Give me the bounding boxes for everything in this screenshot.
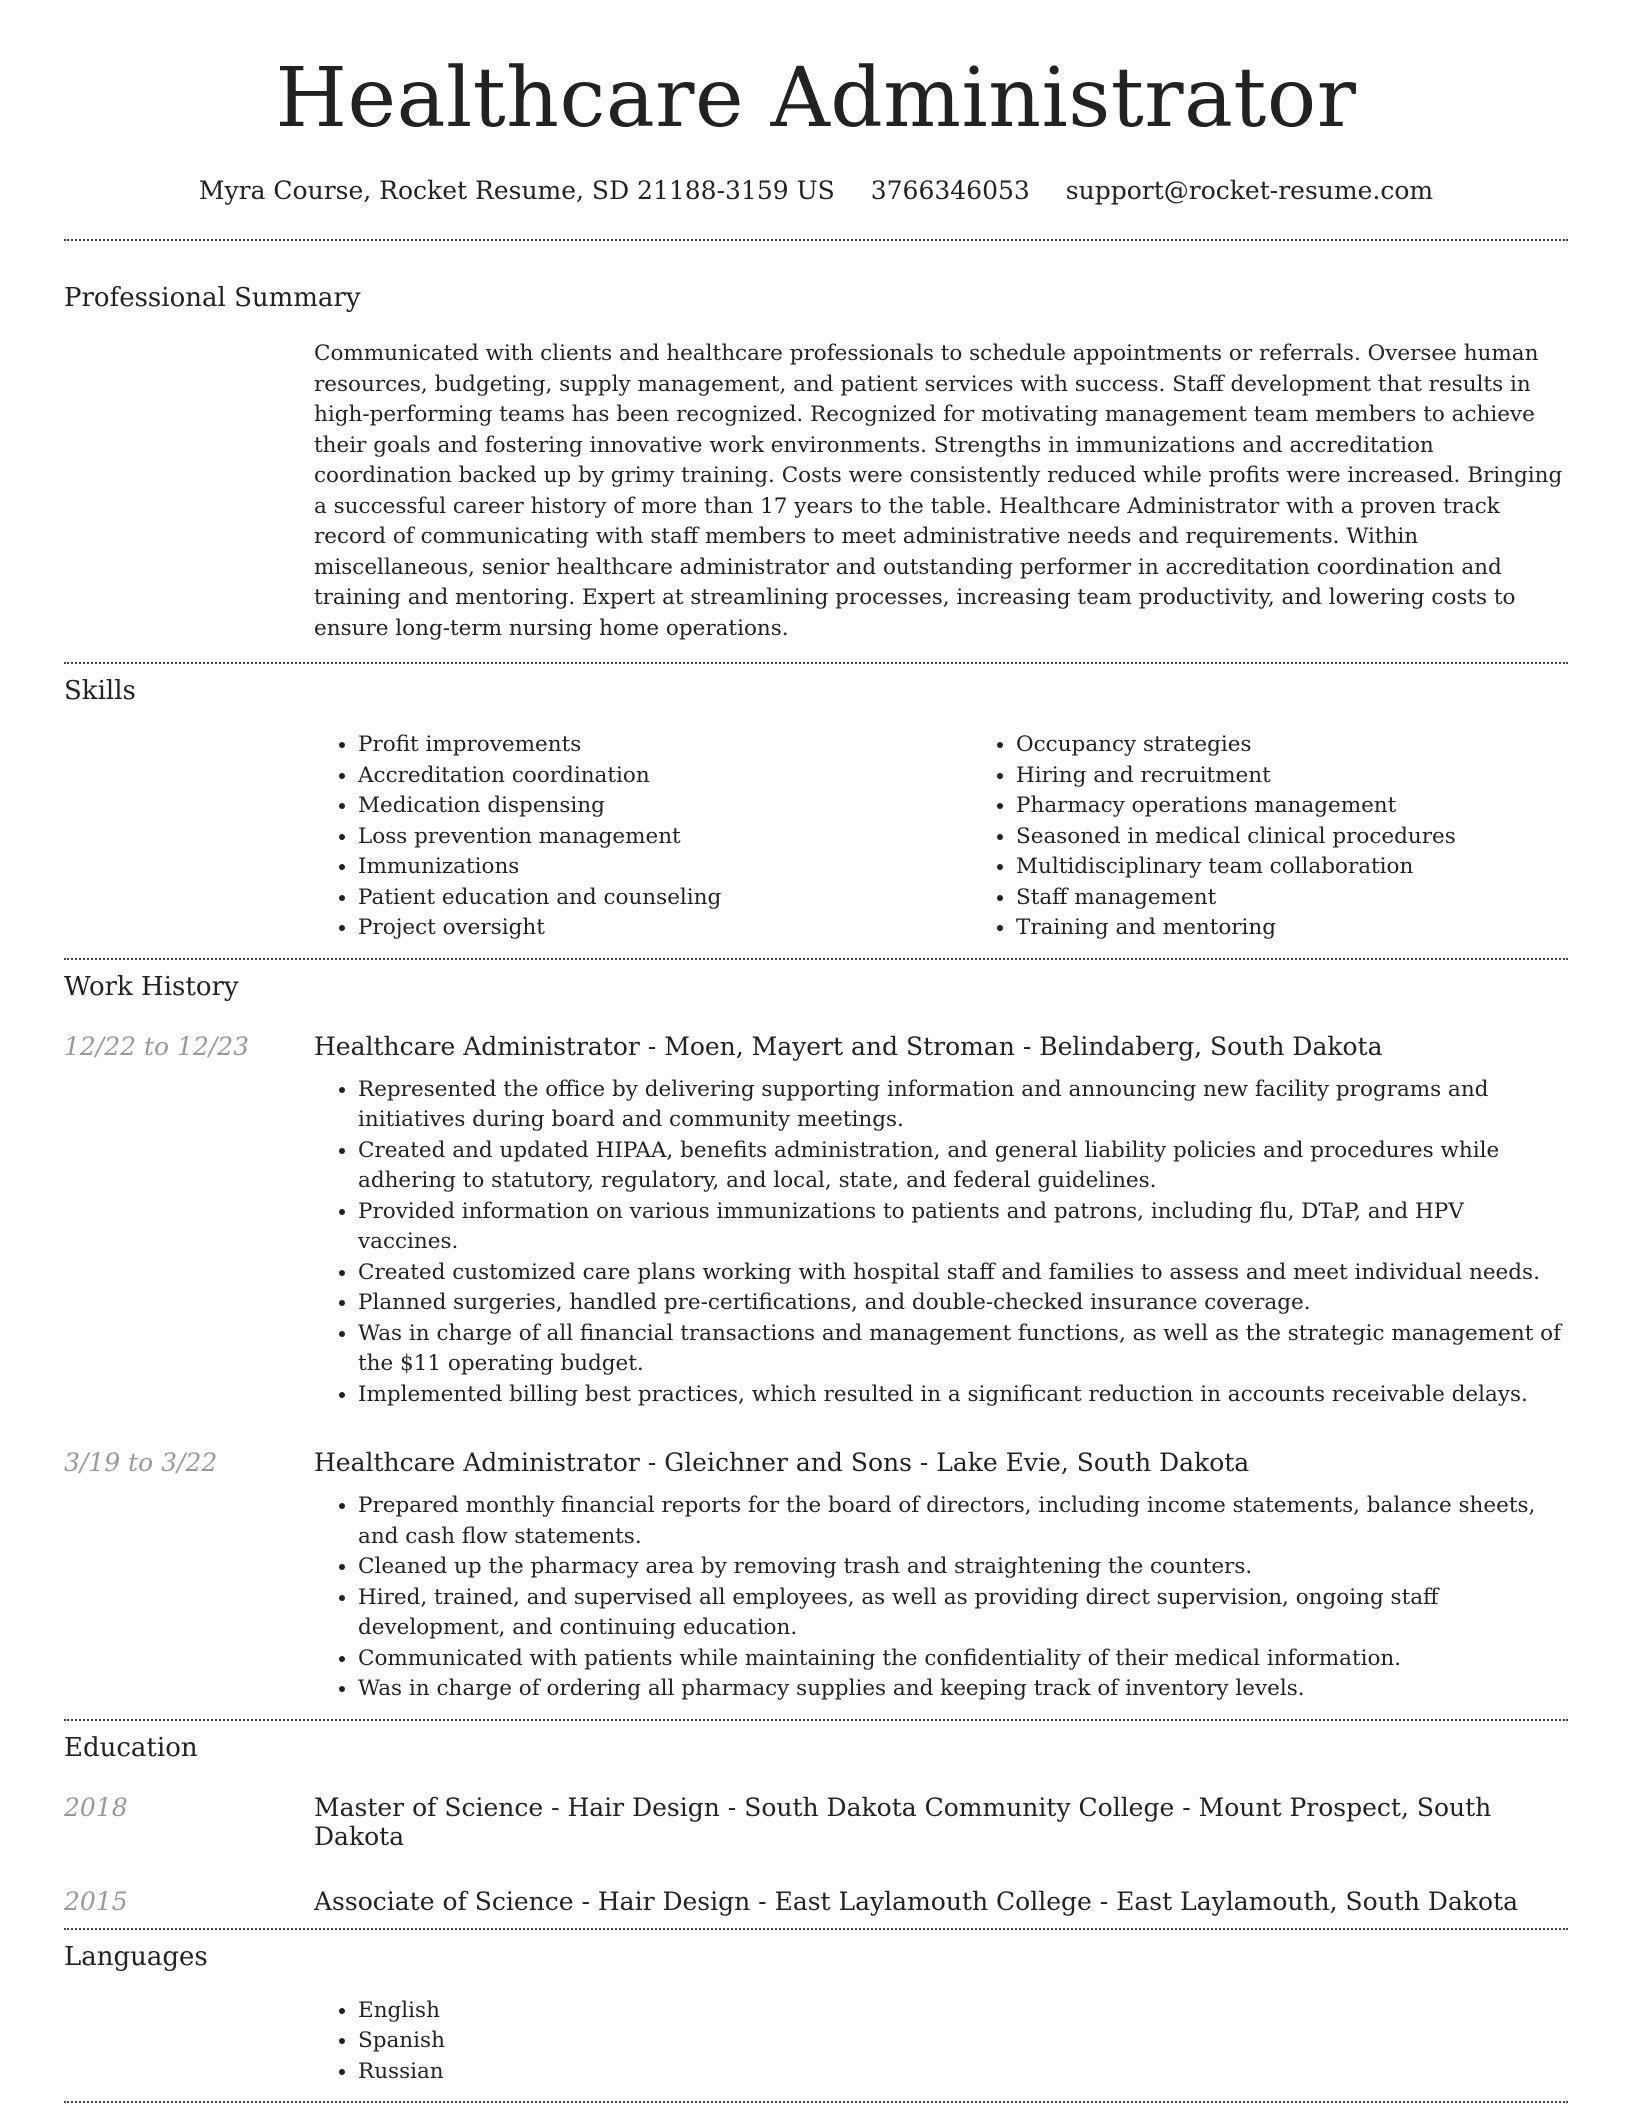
- job-bullets: [314, 1491, 1568, 1719]
- divider: [64, 2101, 1568, 2103]
- skills-section: [64, 664, 1568, 958]
- education-heading: Associate of Science - Hair Design - East Laylamouth College - East Laylamouth, South Dakota: [314, 1886, 1519, 1916]
- skill-item: • Staff management: [1016, 883, 1630, 914]
- section-title-education: Education: [64, 1732, 198, 1763]
- job-bullet: • Hired, trained, and supervised all employees, as well as providing direct supervision, ongoing staff development, and continuing education.: [358, 1583, 1568, 1644]
- job-bullet: • Was in charge of ordering all pharmacy supplies and keeping track of inventory levels.: [358, 1674, 1568, 1705]
- job-bullet: • Communicated with patients while maintaining the confidentiality of their medical information.: [358, 1644, 1568, 1675]
- skills-columns: [314, 730, 1568, 958]
- education-section: [64, 1721, 1568, 1928]
- job-entry-header: [64, 1032, 1568, 1061]
- skill-item: • Project oversight: [358, 913, 972, 944]
- education-entry: [64, 1793, 1568, 1851]
- section-title-work: Work History: [64, 971, 239, 1002]
- job-bullet: • Created and updated HIPAA, benefits administration, and general liability policies and procedures while adhering to statutory, regulatory, and local, state, and federal guidelines.: [358, 1136, 1568, 1197]
- language-item: • English: [358, 1996, 1568, 2027]
- education-year: 2015: [64, 1886, 128, 1916]
- languages-section: [64, 1930, 1568, 2102]
- language-item: • Russian: [358, 2057, 1568, 2088]
- job-bullet: • Implemented billing best practices, which resulted in a significant reduction in accounts receivable delays.: [358, 1380, 1568, 1411]
- skill-item: • Multidisciplinary team collaboration: [1016, 852, 1630, 883]
- contact-line: [64, 176, 1568, 205]
- contact-phone: 3766346053: [870, 176, 1030, 205]
- job-entry-header: [64, 1448, 1568, 1477]
- job-dates: 3/19 to 3/22: [64, 1448, 218, 1477]
- language-item: • Spanish: [358, 2026, 1568, 2057]
- skills-list-right: [972, 730, 1630, 944]
- skill-item: • Seasoned in medical clinical procedures: [1016, 822, 1630, 853]
- job-heading: Healthcare Administrator - Moen, Mayert and Stroman - Belindaberg, South Dakota: [314, 1031, 1383, 1061]
- skills-list-left: [314, 730, 972, 944]
- skill-item: • Pharmacy operations management: [1016, 791, 1630, 822]
- job-bullet: • Represented the office by delivering supporting information and announcing new facility programs and initiatives during board and community meetings.: [358, 1075, 1568, 1136]
- candidate-title: Healthcare Administrator: [275, 51, 1357, 146]
- languages-content: [314, 1996, 1568, 2102]
- job-bullet: • Created customized care plans working with hospital staff and families to assess and meet individual needs.: [358, 1258, 1568, 1289]
- section-title-summary: Professional Summary: [64, 283, 361, 313]
- summary-section: [64, 241, 1568, 662]
- contact-address: Myra Course, Rocket Resume, SD 21188-3159 US: [198, 176, 835, 205]
- job-bullets: [314, 1075, 1568, 1411]
- skill-item: • Immunizations: [358, 852, 972, 883]
- skill-item: • Medication dispensing: [358, 791, 972, 822]
- skill-item: • Loss prevention management: [358, 822, 972, 853]
- skill-item: • Hiring and recruitment: [1016, 761, 1630, 792]
- job-bullet: • Provided information on various immunizations to patients and patrons, including flu, DTaP, and HPV vaccines.: [358, 1197, 1568, 1258]
- education-heading: Master of Science - Hair Design - South Dakota Community College - Mount Prospect, South Dakota: [314, 1792, 1492, 1851]
- skill-item: • Training and mentoring: [1016, 913, 1630, 944]
- languages-list: [314, 1996, 1568, 2088]
- section-title-skills: Skills: [64, 676, 136, 706]
- skill-item: • Profit improvements: [358, 730, 972, 761]
- job-bullet: • Was in charge of all financial transactions and management functions, as well as the strategic management of the $11 operating budget.: [358, 1319, 1568, 1380]
- skill-item: • Patient education and counseling: [358, 883, 972, 914]
- work-history-section: [64, 960, 1568, 1719]
- summary-text: Communicated with clients and healthcare professionals to schedule appointments or referrals. Oversee human resources, budgeting, supply management, and patient services with success. Staff development that results in high-performing teams has been recognized. Recognized for motivating management team members to achieve their goals and fostering innovative work environments. Strengths in immunizations and accreditation coordination backed up by grimy training. Costs were consistently reduced while profits were increased. Bringing a successful career history of more than 17 years to the table. Healthcare Administrator with a proven track record of communicating with staff members to meet administrative needs and requirements. Within miscellaneous, senior healthcare administrator and outstanding performer in accreditation coordination and training and mentoring. Expert at streamlining processes, increasing team productivity, and lowering costs to ensure long-term nursing home operations.: [314, 341, 1563, 641]
- education-entry: [64, 1887, 1568, 1928]
- job-dates: 12/22 to 12/23: [64, 1031, 250, 1061]
- job-bullet: • Planned surgeries, handled pre-certifications, and double-checked insurance coverage.: [358, 1288, 1568, 1319]
- skill-item: • Accreditation coordination: [358, 761, 972, 792]
- education-year: 2018: [64, 1792, 128, 1822]
- job-heading: Healthcare Administrator - Gleichner and Sons - Lake Evie, South Dakota: [314, 1448, 1250, 1477]
- skill-item: • Occupancy strategies: [1016, 730, 1630, 761]
- job-bullet: • Cleaned up the pharmacy area by removing trash and straightening the counters.: [358, 1552, 1568, 1583]
- section-title-languages: Languages: [64, 1941, 208, 1972]
- contact-email[interactable]: support@rocket-resume.com: [1065, 176, 1434, 205]
- job-bullet: • Prepared monthly financial reports for the board of directors, including income statements, balance sheets, and cash flow statements.: [358, 1491, 1568, 1552]
